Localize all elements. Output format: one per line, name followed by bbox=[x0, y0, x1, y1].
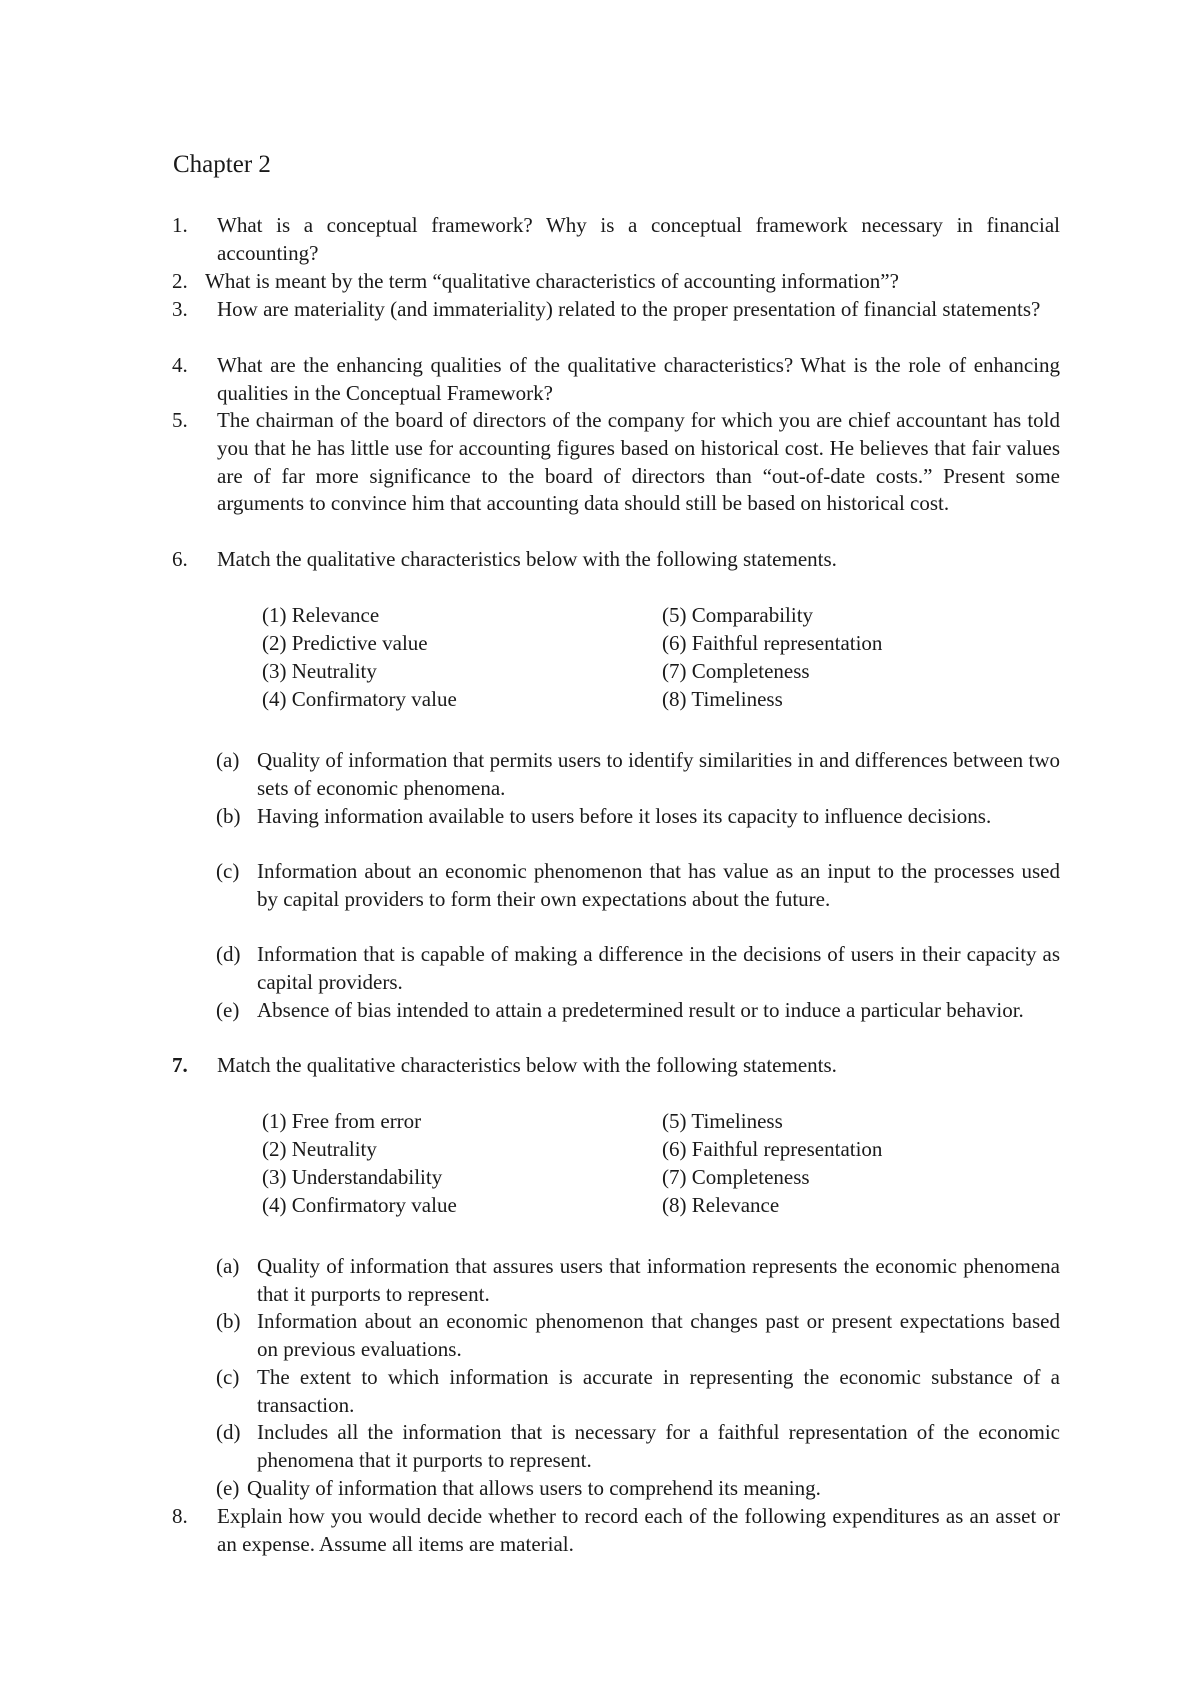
option-item: (4) Confirmatory value bbox=[262, 687, 457, 711]
question-number: 5. bbox=[172, 408, 188, 432]
option-item: (1) Relevance bbox=[262, 603, 380, 627]
statement-label: (a) bbox=[216, 748, 240, 772]
question-number: 7. bbox=[172, 1053, 188, 1077]
question-text: Match the qualitative characteristics below with the following statements. bbox=[217, 547, 837, 571]
q6-statement-a bbox=[216, 747, 1060, 803]
option-item: (1) Free from error bbox=[262, 1109, 422, 1133]
option-item: (2) Neutrality bbox=[262, 1137, 377, 1161]
statement-text: Information about an economic phenomenon that changes past or present expectations based on previous evaluations. bbox=[257, 1309, 1060, 1361]
option-item: (5) Comparability bbox=[662, 603, 814, 627]
option-item: (3) Neutrality bbox=[262, 659, 377, 683]
question-number: 3. bbox=[172, 297, 188, 321]
q7-statement-e bbox=[216, 1475, 1060, 1503]
q7-statement-d bbox=[216, 1419, 1060, 1475]
statement-label: (d) bbox=[216, 942, 241, 966]
option-item: (8) Timeliness bbox=[662, 687, 783, 711]
question-number: 1. bbox=[172, 213, 188, 237]
question-number: 8. bbox=[172, 1504, 188, 1528]
question-text: Match the qualitative characteristics below with the following statements. bbox=[217, 1053, 837, 1077]
option-item: (6) Faithful representation bbox=[662, 1137, 883, 1161]
question-2 bbox=[172, 268, 1060, 296]
statement-text: Absence of bias intended to attain a predetermined result or to induce a particular behavior. bbox=[257, 998, 1024, 1022]
option-item: (6) Faithful representation bbox=[662, 631, 883, 655]
question-text: What is meant by the term “qualitative characteristics of accounting information”? bbox=[205, 269, 899, 293]
question-3 bbox=[172, 296, 1060, 324]
question-text: What is a conceptual framework? Why is a conceptual framework necessary in financial accounting? bbox=[217, 213, 1060, 265]
q6-statement-c bbox=[216, 858, 1060, 914]
q6-statement-b bbox=[216, 803, 1060, 831]
option-item: (2) Predictive value bbox=[262, 631, 428, 655]
option-item: (8) Relevance bbox=[662, 1193, 780, 1217]
question-8 bbox=[172, 1503, 1060, 1559]
statement-label: (d) bbox=[216, 1420, 241, 1444]
question-1 bbox=[172, 212, 1060, 268]
statement-text: Includes all the information that is necessary for a faithful representation of the economic phenomena that it purports to represent. bbox=[257, 1420, 1060, 1472]
q7-statement-b bbox=[216, 1308, 1060, 1364]
statement-text: Quality of information that permits users to identify similarities in and differences between two sets of economic phenomena. bbox=[257, 748, 1060, 800]
statement-label: (a) bbox=[216, 1254, 240, 1278]
statement-label: (b) bbox=[216, 804, 241, 828]
question-7 bbox=[172, 1052, 1060, 1080]
option-item: (7) Completeness bbox=[662, 1165, 810, 1189]
option-item: (4) Confirmatory value bbox=[262, 1193, 457, 1217]
statement-label: (c) bbox=[216, 859, 240, 883]
question-text: How are materiality (and immateriality) related to the proper presentation of financial statements? bbox=[217, 297, 1041, 321]
option-item: (7) Completeness bbox=[662, 659, 810, 683]
q7-statement-a bbox=[216, 1253, 1060, 1309]
option-item: (3) Understandability bbox=[262, 1165, 443, 1189]
statement-text: Having information available to users before it loses its capacity to influence decisions. bbox=[257, 804, 992, 828]
question-text: Explain how you would decide whether to record each of the following expenditures as an asset or an expense. Assume all items are material. bbox=[217, 1504, 1060, 1556]
question-number: 4. bbox=[172, 353, 188, 377]
statement-label: (e) bbox=[216, 998, 240, 1022]
statement-text: Quality of information that assures users that information represents the economic phenomena that it purports to represent. bbox=[257, 1254, 1060, 1306]
question-4 bbox=[172, 352, 1060, 408]
q7-statement-c bbox=[216, 1364, 1060, 1420]
question-number: 2. bbox=[172, 269, 188, 293]
question-number: 6. bbox=[172, 547, 188, 571]
statement-text: The extent to which information is accurate in representing the economic substance of a transaction. bbox=[257, 1365, 1060, 1417]
question-6 bbox=[172, 546, 1060, 574]
option-item: (5) Timeliness bbox=[662, 1109, 783, 1133]
page-title: Chapter 2 bbox=[173, 151, 271, 178]
question-text: What are the enhancing qualities of the qualitative characteristics? What is the role of enhancing qualities in the Conceptual Framework? bbox=[217, 353, 1060, 405]
q6-statement-e bbox=[216, 997, 1060, 1025]
statement-text: Quality of information that allows users to comprehend its meaning. bbox=[247, 1476, 821, 1500]
statement-text: Information that is capable of making a difference in the decisions of users in their capacity as capital providers. bbox=[257, 942, 1060, 994]
statement-label: (b) bbox=[216, 1309, 241, 1333]
statement-label: (c) bbox=[216, 1365, 240, 1389]
statement-text: Information about an economic phenomenon that has value as an input to the processes used by capital providers to form their own expectations about the future. bbox=[257, 859, 1060, 911]
q6-statement-d bbox=[216, 941, 1060, 997]
question-5 bbox=[172, 407, 1060, 518]
statement-label: (e) bbox=[216, 1476, 240, 1500]
question-text: The chairman of the board of directors of the company for which you are chief accountant has told you that he has little use for accounting figures based on historical cost. He believes that fair values are of far more significance to the board of directors than “out-of-date costs.” Present some arguments to convince him that accounting data should still be based on historical cost. bbox=[217, 408, 1060, 516]
